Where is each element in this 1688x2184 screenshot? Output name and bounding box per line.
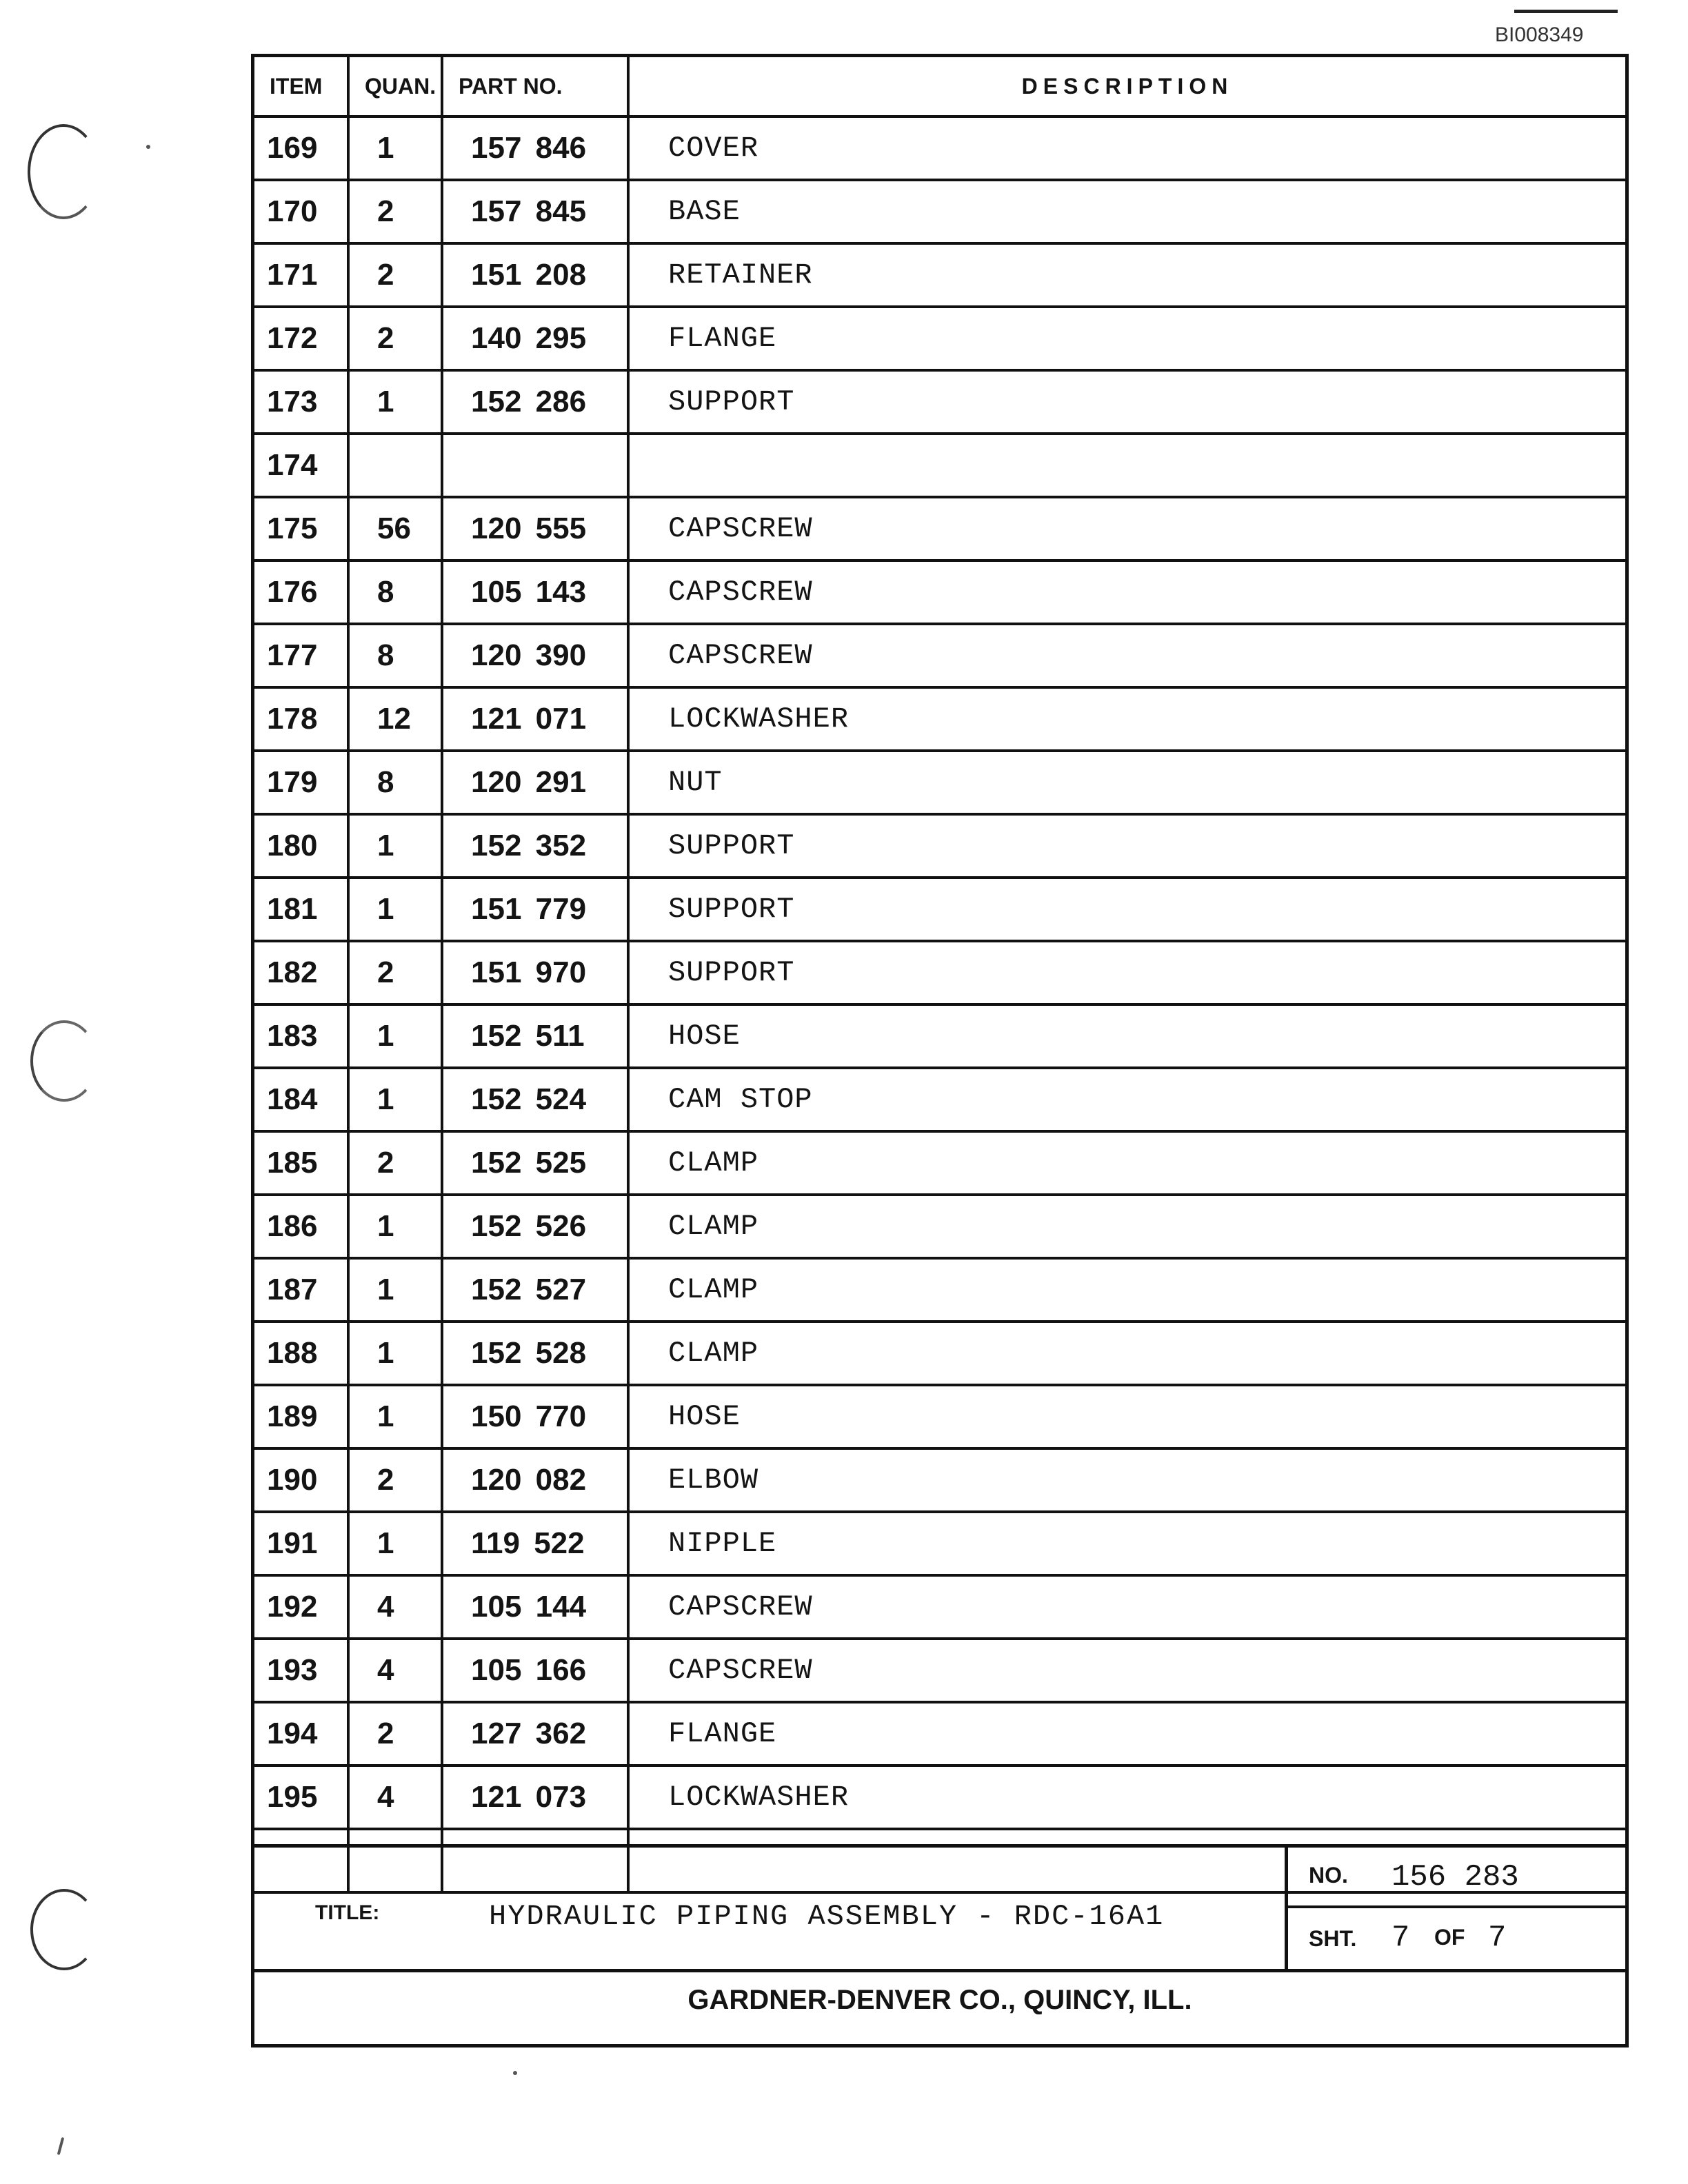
part-no-cell: 127 362 [442,1702,628,1766]
quantity-cell: 2 [348,180,442,243]
part-no-cell: 152 525 [442,1131,628,1195]
description-cell: CLAMP [628,1258,1625,1322]
quantity-cell: 1 [348,1004,442,1068]
number-label: NO. [1309,1863,1348,1888]
item-cell: 183 [254,1004,348,1068]
item-cell: 176 [254,560,348,624]
title-block [254,1844,1625,2044]
table-row [254,560,1625,624]
quantity-cell: 8 [348,560,442,624]
quantity-cell: 2 [348,1131,442,1195]
quantity-cell: 1 [348,370,442,434]
table-row [254,370,1625,434]
quantity-cell: 2 [348,243,442,307]
part-no-cell: 152 352 [442,814,628,878]
document-id: BI008349 [1495,23,1584,46]
description-cell: CAPSCREW [628,497,1625,560]
quantity-cell: 1 [348,814,442,878]
binder-hole-top [28,124,99,219]
quantity-cell: 1 [348,1068,442,1131]
description-cell: RETAINER [628,243,1625,307]
table-row [254,1702,1625,1766]
part-no-cell: 152 526 [442,1195,628,1258]
table-header-row [254,57,1625,117]
item-cell: 191 [254,1512,348,1575]
part-no-cell: 152 528 [442,1322,628,1385]
description-cell: CAM STOP [628,1068,1625,1131]
part-no-cell: 121 073 [442,1766,628,1829]
table-row [254,1004,1625,1068]
part-no-cell: 120 390 [442,624,628,687]
sheet-number: 7 [1391,1921,1410,1955]
item-cell: 174 [254,434,348,497]
description-cell: LOCKWASHER [628,687,1625,751]
description-cell: SUPPORT [628,878,1625,941]
description-cell: CAPSCREW [628,560,1625,624]
table-row [254,814,1625,878]
quantity-cell: 1 [348,1385,442,1448]
table-row [254,878,1625,941]
of-label: OF [1434,1925,1465,1950]
binder-hole-middle [30,1020,98,1102]
table-row [254,1385,1625,1448]
item-cell: 177 [254,624,348,687]
quantity-cell: 2 [348,1448,442,1512]
description-cell: SUPPORT [628,941,1625,1004]
part-no-cell: 119 522 [442,1512,628,1575]
item-cell: 175 [254,497,348,560]
table-row [254,243,1625,307]
table-row [254,941,1625,1004]
column-header-part-no: PART NO. [442,57,628,117]
item-cell: 171 [254,243,348,307]
column-header-quantity: QUAN. [348,57,442,117]
company-bar [254,1969,1625,2045]
quantity-cell: 56 [348,497,442,560]
part-no-cell [442,434,628,497]
part-no-cell: 140 295 [442,307,628,370]
quantity-cell: 4 [348,1766,442,1829]
quantity-cell [348,434,442,497]
drawing-number: 156 283 [1391,1860,1519,1894]
item-cell: 184 [254,1068,348,1131]
description-cell: FLANGE [628,307,1625,370]
item-cell: 180 [254,814,348,878]
part-no-cell: 120 555 [442,497,628,560]
quantity-cell: 1 [348,1322,442,1385]
item-cell: 189 [254,1385,348,1448]
item-cell: 173 [254,370,348,434]
part-no-cell: 120 082 [442,1448,628,1512]
description-cell: CLAMP [628,1131,1625,1195]
description-cell: SUPPORT [628,370,1625,434]
table-row [254,1448,1625,1512]
item-cell: 187 [254,1258,348,1322]
table-row [254,1195,1625,1258]
item-cell: 182 [254,941,348,1004]
column-header-item: ITEM [254,57,348,117]
quantity-cell: 1 [348,1258,442,1322]
part-no-cell: 152 511 [442,1004,628,1068]
binder-hole-bottom [30,1889,98,1970]
parts-list-sheet [251,54,1629,2048]
quantity-cell: 4 [348,1639,442,1702]
description-cell: FLANGE [628,1702,1625,1766]
sheet-label: SHT. [1309,1926,1357,1951]
table-row [254,497,1625,560]
sheet-total: 7 [1488,1921,1507,1955]
title-label: TITLE: [315,1901,380,1924]
description-cell: HOSE [628,1385,1625,1448]
table-row [254,751,1625,814]
part-no-cell: 150 770 [442,1385,628,1448]
item-cell: 186 [254,1195,348,1258]
scan-speck [513,2071,517,2075]
part-no-cell: 105 144 [442,1575,628,1639]
part-no-cell: 121 071 [442,687,628,751]
description-cell: BASE [628,180,1625,243]
parts-table [254,57,1625,1894]
item-cell: 185 [254,1131,348,1195]
description-cell: HOSE [628,1004,1625,1068]
part-no-cell: 105 143 [442,560,628,624]
sheet-number-row [1288,1908,1625,1969]
item-cell: 172 [254,307,348,370]
drawing-number-row [1288,1848,1625,1908]
part-no-cell: 151 779 [442,878,628,941]
quantity-cell: 1 [348,1195,442,1258]
table-row [254,687,1625,751]
parts-table-body [254,117,1625,1892]
quantity-cell: 12 [348,687,442,751]
part-no-cell: 152 527 [442,1258,628,1322]
item-cell: 179 [254,751,348,814]
table-row [254,1131,1625,1195]
drawing-title: HYDRAULIC PIPING ASSEMBLY - RDC-16A1 [489,1900,1165,1933]
quantity-cell: 2 [348,941,442,1004]
description-cell: NIPPLE [628,1512,1625,1575]
table-row [254,1766,1625,1829]
scan-speck [57,2137,65,2155]
quantity-cell: 8 [348,751,442,814]
item-cell: 190 [254,1448,348,1512]
item-cell: 195 [254,1766,348,1829]
company-name: GARDNER-DENVER CO., QUINCY, ILL. [687,1985,1192,2015]
table-row [254,307,1625,370]
scan-speck [146,145,150,149]
description-cell: CAPSCREW [628,1639,1625,1702]
description-cell [628,434,1625,497]
table-row [254,1068,1625,1131]
description-cell: COVER [628,117,1625,180]
description-cell: NUT [628,751,1625,814]
description-cell: CAPSCREW [628,624,1625,687]
table-row [254,1639,1625,1702]
quantity-cell: 2 [348,1702,442,1766]
table-row [254,117,1625,180]
item-cell: 188 [254,1322,348,1385]
part-no-cell: 120 291 [442,751,628,814]
table-row [254,1322,1625,1385]
table-row [254,1575,1625,1639]
description-cell: ELBOW [628,1448,1625,1512]
quantity-cell: 1 [348,117,442,180]
description-cell: SUPPORT [628,814,1625,878]
item-cell: 194 [254,1702,348,1766]
table-row [254,1258,1625,1322]
item-cell: 178 [254,687,348,751]
part-no-cell: 151 208 [442,243,628,307]
part-no-cell: 152 286 [442,370,628,434]
column-header-description: DESCRIPTION [628,57,1625,117]
quantity-cell: 1 [348,878,442,941]
item-cell: 193 [254,1639,348,1702]
part-no-cell: 157 846 [442,117,628,180]
part-no-cell: 152 524 [442,1068,628,1131]
quantity-cell: 2 [348,307,442,370]
part-no-cell: 105 166 [442,1639,628,1702]
quantity-cell: 1 [348,1512,442,1575]
description-cell: CAPSCREW [628,1575,1625,1639]
description-cell: CLAMP [628,1322,1625,1385]
quantity-cell: 8 [348,624,442,687]
scan-header-mark [1514,10,1618,19]
item-cell: 192 [254,1575,348,1639]
table-row [254,180,1625,243]
table-row [254,1512,1625,1575]
item-cell: 181 [254,878,348,941]
description-cell: CLAMP [628,1195,1625,1258]
table-row [254,624,1625,687]
description-cell: LOCKWASHER [628,1766,1625,1829]
part-no-cell: 151 970 [442,941,628,1004]
item-cell: 169 [254,117,348,180]
part-no-cell: 157 845 [442,180,628,243]
drawing-number-box [1285,1848,1625,1969]
quantity-cell: 4 [348,1575,442,1639]
table-row [254,434,1625,497]
item-cell: 170 [254,180,348,243]
